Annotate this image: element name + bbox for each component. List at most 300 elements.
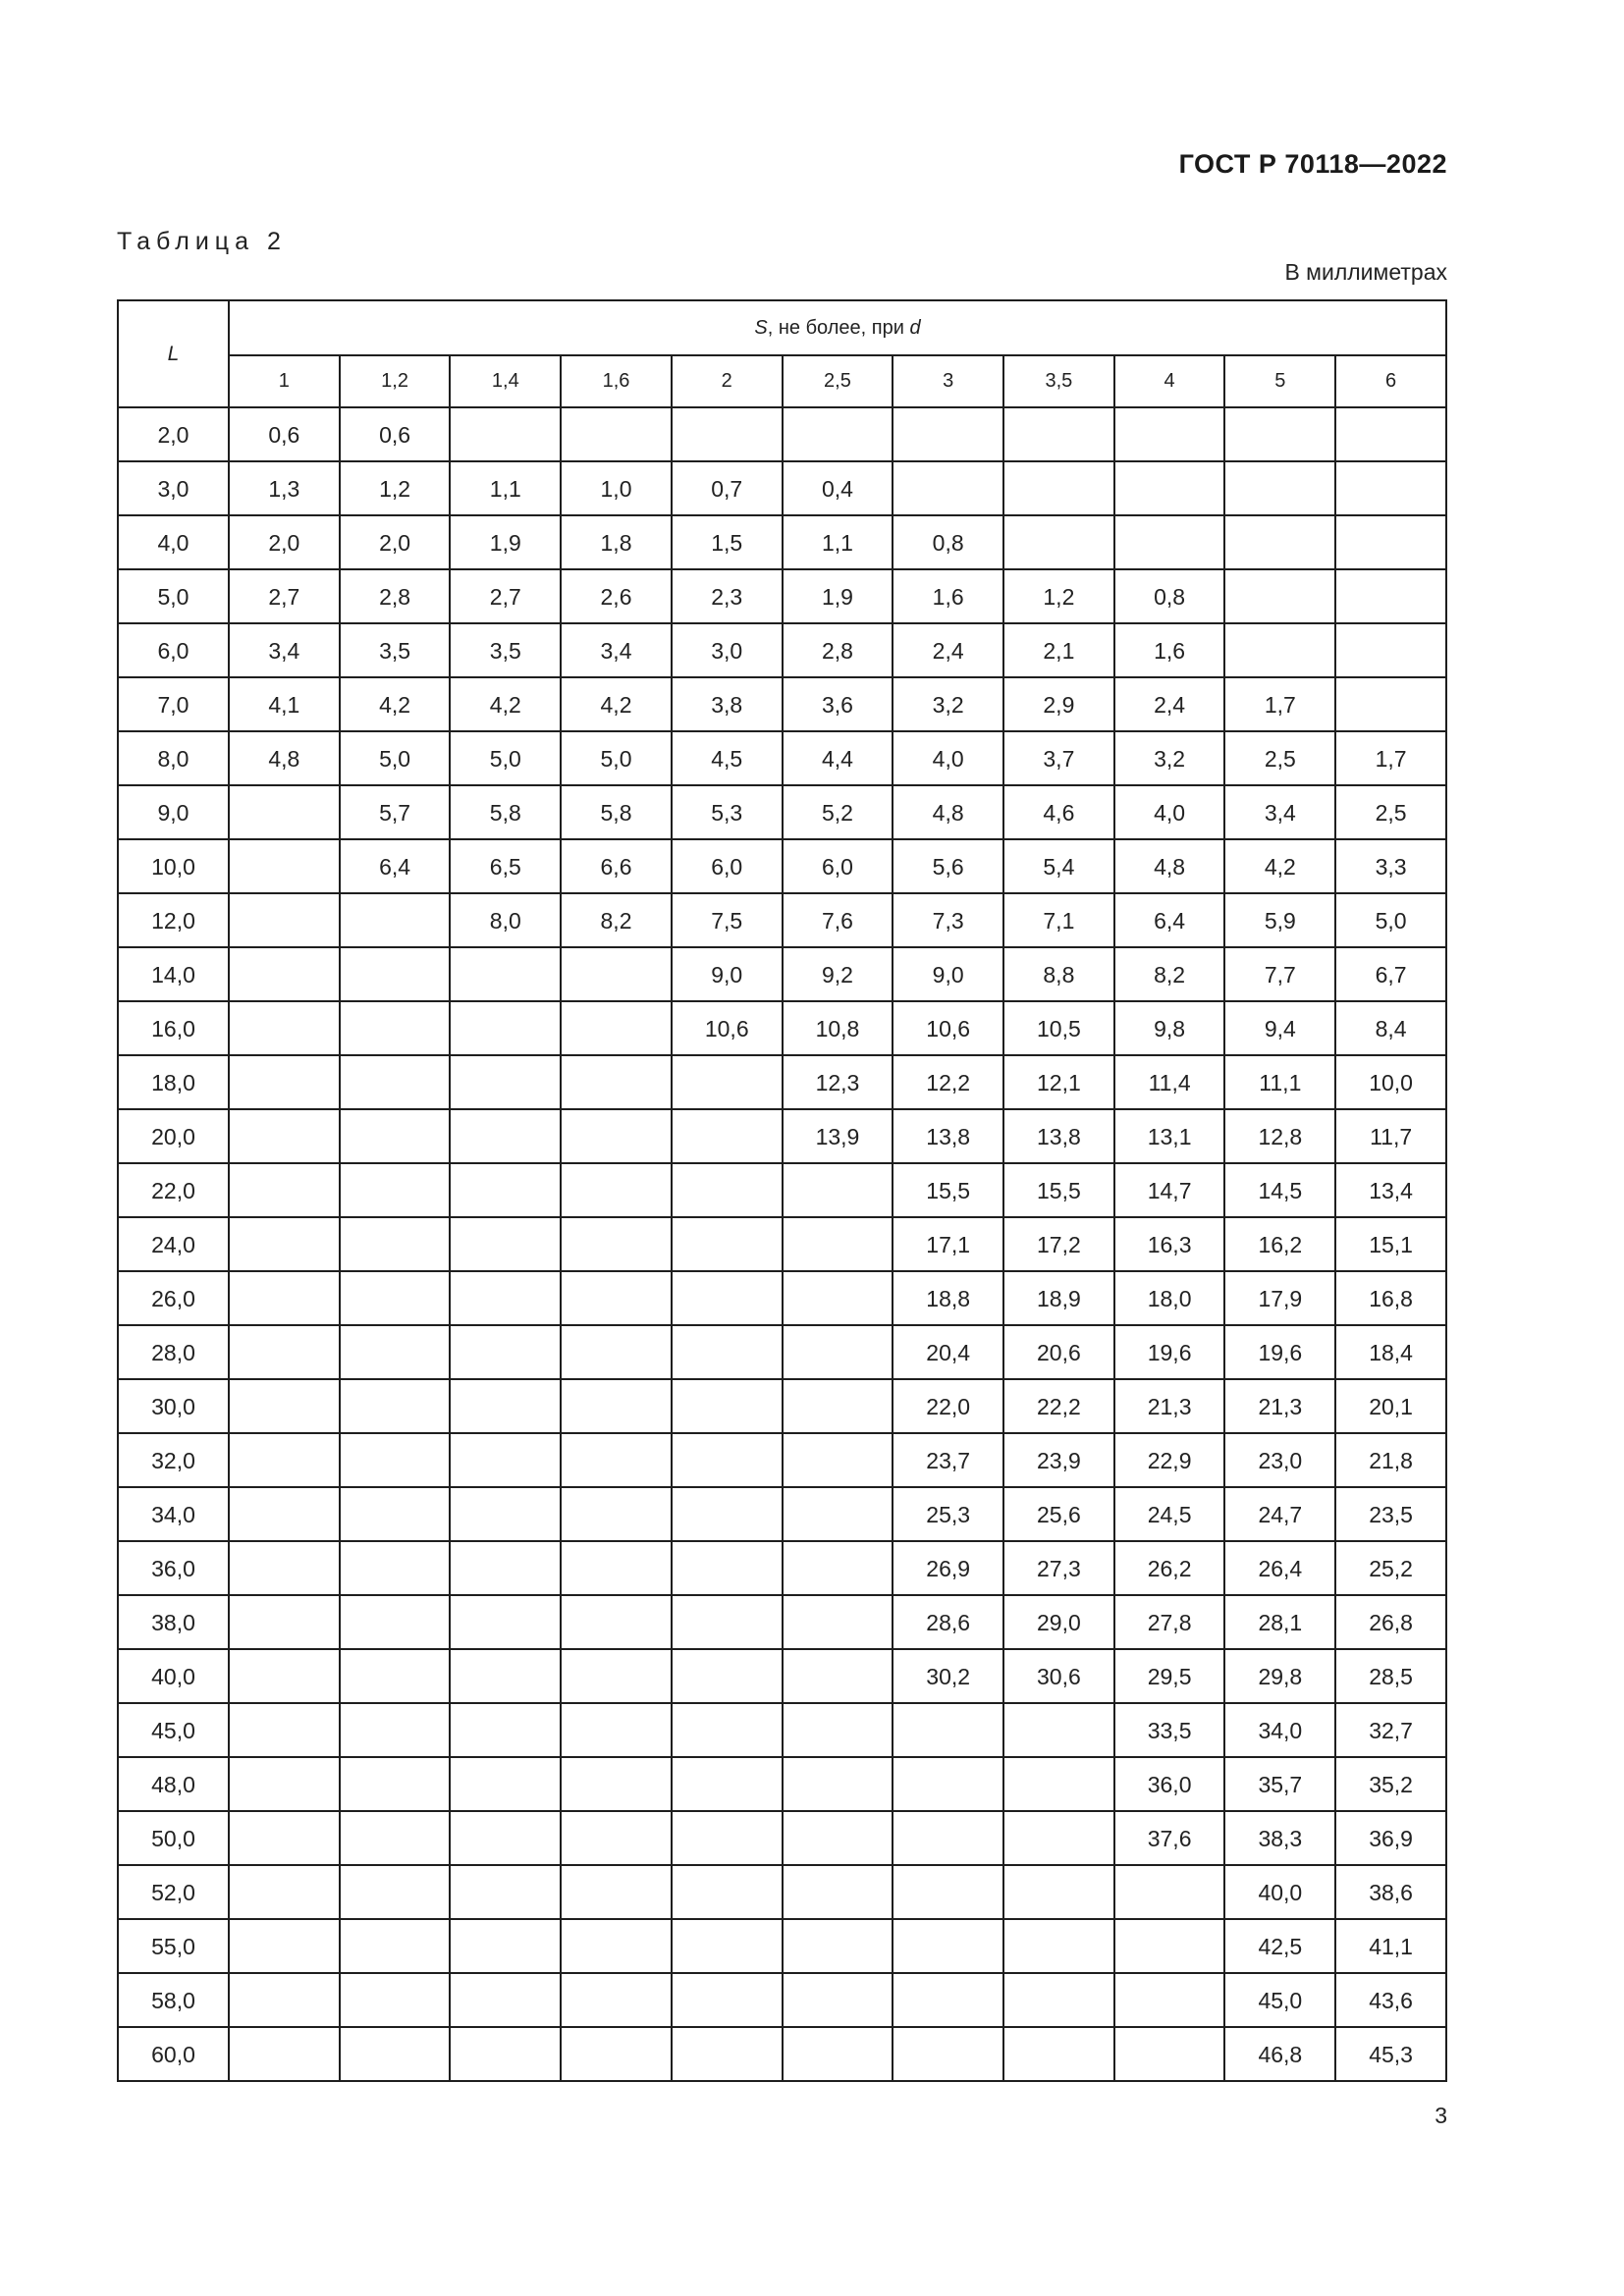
table-row — [118, 731, 1446, 785]
table-cell — [561, 1325, 672, 1379]
table-cell — [229, 1703, 340, 1757]
table-cell: 0,8 — [1114, 569, 1225, 623]
table-row — [118, 839, 1446, 893]
table-cell: 1,3 — [229, 461, 340, 515]
table-row — [118, 1487, 1446, 1541]
row-label-l: 36,0 — [118, 1541, 229, 1595]
table-cell — [1114, 1919, 1225, 1973]
table-cell: 13,1 — [1114, 1109, 1225, 1163]
table-cell — [672, 1433, 783, 1487]
table-cell — [1335, 677, 1446, 731]
table-cell — [893, 461, 1003, 515]
table-cell — [450, 2027, 561, 2081]
table-cell: 9,8 — [1114, 1001, 1225, 1055]
table-cell — [672, 1217, 783, 1271]
table-cell: 20,1 — [1335, 1379, 1446, 1433]
table-cell — [561, 1811, 672, 1865]
table-cell — [340, 1757, 451, 1811]
table-cell: 7,6 — [783, 893, 893, 947]
table-cell — [1224, 623, 1335, 677]
table-cell: 2,3 — [672, 569, 783, 623]
table-cell: 14,5 — [1224, 1163, 1335, 1217]
table-cell — [450, 1001, 561, 1055]
table-cell — [783, 1865, 893, 1919]
table-cell — [561, 407, 672, 461]
table-cell: 2,7 — [229, 569, 340, 623]
table-cell: 5,8 — [450, 785, 561, 839]
row-label-l: 10,0 — [118, 839, 229, 893]
table-cell: 1,1 — [450, 461, 561, 515]
table-cell: 18,9 — [1003, 1271, 1114, 1325]
table-cell — [340, 1487, 451, 1541]
table-cell — [672, 2027, 783, 2081]
table-cell: 12,1 — [1003, 1055, 1114, 1109]
table-cell — [1114, 407, 1225, 461]
table-cell: 5,2 — [783, 785, 893, 839]
table-cell — [450, 1109, 561, 1163]
table-cell — [783, 1649, 893, 1703]
table-cell — [229, 785, 340, 839]
table-cell — [783, 1163, 893, 1217]
row-label-l: 32,0 — [118, 1433, 229, 1487]
data-table — [117, 299, 1447, 2082]
table-cell: 7,1 — [1003, 893, 1114, 947]
table-row — [118, 1001, 1446, 1055]
table-cell — [893, 1757, 1003, 1811]
table-cell — [893, 1919, 1003, 1973]
table-cell — [893, 1973, 1003, 2027]
table-cell — [229, 1163, 340, 1217]
table-cell — [783, 1379, 893, 1433]
table-cell: 1,9 — [783, 569, 893, 623]
table-cell: 4,5 — [672, 731, 783, 785]
group-header — [229, 300, 1446, 355]
table-row — [118, 947, 1446, 1001]
table-cell — [450, 1487, 561, 1541]
row-label-l: 7,0 — [118, 677, 229, 731]
table-cell: 26,4 — [1224, 1541, 1335, 1595]
table-cell — [672, 1163, 783, 1217]
table-cell: 2,1 — [1003, 623, 1114, 677]
column-header-d: 1,6 — [561, 355, 672, 407]
table-cell — [783, 1919, 893, 1973]
table-cell — [450, 1055, 561, 1109]
row-label-l: 30,0 — [118, 1379, 229, 1433]
table-row — [118, 569, 1446, 623]
table-cell — [561, 1379, 672, 1433]
row-label-l: 8,0 — [118, 731, 229, 785]
table-cell: 38,6 — [1335, 1865, 1446, 1919]
table-cell: 9,4 — [1224, 1001, 1335, 1055]
table-cell — [340, 1379, 451, 1433]
table-cell — [561, 1595, 672, 1649]
table-cell: 4,8 — [1114, 839, 1225, 893]
table-cell — [893, 1865, 1003, 1919]
table-cell: 11,4 — [1114, 1055, 1225, 1109]
table-cell: 19,6 — [1114, 1325, 1225, 1379]
table-cell — [1003, 407, 1114, 461]
row-label-l: 58,0 — [118, 1973, 229, 2027]
row-label-l: 18,0 — [118, 1055, 229, 1109]
table-cell — [672, 1271, 783, 1325]
table-cell: 2,9 — [1003, 677, 1114, 731]
table-cell: 35,2 — [1335, 1757, 1446, 1811]
table-cell — [1003, 2027, 1114, 2081]
table-cell — [340, 947, 451, 1001]
table-cell — [450, 1649, 561, 1703]
table-cell: 11,1 — [1224, 1055, 1335, 1109]
row-label-l: 40,0 — [118, 1649, 229, 1703]
table-cell: 5,0 — [450, 731, 561, 785]
column-header-d: 4 — [1114, 355, 1225, 407]
table-cell: 6,4 — [340, 839, 451, 893]
table-cell — [783, 407, 893, 461]
row-label-l: 6,0 — [118, 623, 229, 677]
table-cell — [561, 1487, 672, 1541]
table-cell — [561, 1649, 672, 1703]
row-label-l: 20,0 — [118, 1109, 229, 1163]
table-cell — [893, 1703, 1003, 1757]
table-cell — [229, 947, 340, 1001]
table-cell — [672, 1757, 783, 1811]
table-cell: 21,8 — [1335, 1433, 1446, 1487]
table-cell: 20,6 — [1003, 1325, 1114, 1379]
table-cell — [450, 1217, 561, 1271]
table-cell — [672, 1595, 783, 1649]
table-cell: 13,9 — [783, 1109, 893, 1163]
table-cell: 22,9 — [1114, 1433, 1225, 1487]
header-row-group — [118, 300, 1446, 355]
table-cell: 9,0 — [893, 947, 1003, 1001]
table-cell — [229, 1217, 340, 1271]
table-cell: 1,8 — [561, 515, 672, 569]
table-cell: 45,0 — [1224, 1973, 1335, 2027]
table-cell: 4,0 — [893, 731, 1003, 785]
table-cell: 4,8 — [229, 731, 340, 785]
table-cell — [1335, 515, 1446, 569]
table-cell: 1,1 — [783, 515, 893, 569]
table-row — [118, 623, 1446, 677]
table-cell: 8,2 — [1114, 947, 1225, 1001]
table-cell — [340, 1055, 451, 1109]
table-cell — [561, 1433, 672, 1487]
table-cell: 10,6 — [672, 1001, 783, 1055]
table-cell — [229, 1325, 340, 1379]
table-cell — [561, 1217, 672, 1271]
table-cell — [672, 1919, 783, 1973]
table-cell — [450, 1811, 561, 1865]
table-cell: 5,0 — [561, 731, 672, 785]
table-cell: 38,3 — [1224, 1811, 1335, 1865]
table-cell — [672, 1379, 783, 1433]
table-cell: 0,4 — [783, 461, 893, 515]
table-cell — [1003, 1703, 1114, 1757]
table-cell: 3,4 — [1224, 785, 1335, 839]
table-cell: 0,6 — [340, 407, 451, 461]
table-cell — [783, 1973, 893, 2027]
table-cell: 40,0 — [1224, 1865, 1335, 1919]
table-cell: 5,0 — [1335, 893, 1446, 947]
table-cell — [561, 1541, 672, 1595]
table-cell — [672, 1109, 783, 1163]
table-cell: 22,0 — [893, 1379, 1003, 1433]
table-cell — [450, 1163, 561, 1217]
table-cell — [893, 1811, 1003, 1865]
table-cell — [229, 1811, 340, 1865]
table-cell — [450, 1541, 561, 1595]
table-cell — [672, 1703, 783, 1757]
table-cell — [1224, 569, 1335, 623]
table-cell: 6,7 — [1335, 947, 1446, 1001]
table-cell — [229, 1433, 340, 1487]
table-cell: 5,3 — [672, 785, 783, 839]
row-label-l: 28,0 — [118, 1325, 229, 1379]
table-cell — [229, 1757, 340, 1811]
table-cell — [340, 1217, 451, 1271]
table-cell: 15,5 — [893, 1163, 1003, 1217]
table-cell: 3,8 — [672, 677, 783, 731]
table-cell: 2,8 — [340, 569, 451, 623]
table-cell — [783, 1595, 893, 1649]
table-cell — [450, 1973, 561, 2027]
table-cell — [229, 1055, 340, 1109]
table-cell: 18,0 — [1114, 1271, 1225, 1325]
table-cell — [229, 1649, 340, 1703]
table-cell — [340, 2027, 451, 2081]
table-cell — [340, 1811, 451, 1865]
table-cell: 4,2 — [1224, 839, 1335, 893]
table-cell: 22,2 — [1003, 1379, 1114, 1433]
table-cell: 25,3 — [893, 1487, 1003, 1541]
table-cell — [450, 1703, 561, 1757]
table-cell — [672, 407, 783, 461]
table-cell: 7,3 — [893, 893, 1003, 947]
table-cell: 1,7 — [1224, 677, 1335, 731]
table-cell: 7,5 — [672, 893, 783, 947]
table-cell: 8,8 — [1003, 947, 1114, 1001]
table-cell: 6,5 — [450, 839, 561, 893]
table-cell: 3,5 — [450, 623, 561, 677]
table-cell: 27,3 — [1003, 1541, 1114, 1595]
table-cell — [672, 1649, 783, 1703]
table-cell — [229, 1001, 340, 1055]
column-header-d: 3,5 — [1003, 355, 1114, 407]
table-cell: 8,0 — [450, 893, 561, 947]
table-cell — [1335, 407, 1446, 461]
table-body — [118, 407, 1446, 2081]
table-row — [118, 785, 1446, 839]
row-label-l: 16,0 — [118, 1001, 229, 1055]
row-label-l: 12,0 — [118, 893, 229, 947]
table-row — [118, 1865, 1446, 1919]
table-cell: 41,1 — [1335, 1919, 1446, 1973]
table-cell: 2,4 — [893, 623, 1003, 677]
table-cell — [783, 1541, 893, 1595]
table-cell: 4,4 — [783, 731, 893, 785]
row-label-l: 5,0 — [118, 569, 229, 623]
table-cell: 21,3 — [1114, 1379, 1225, 1433]
table-cell: 37,6 — [1114, 1811, 1225, 1865]
table-cell: 16,8 — [1335, 1271, 1446, 1325]
table-cell — [450, 1757, 561, 1811]
table-cell: 3,3 — [1335, 839, 1446, 893]
table-row — [118, 1757, 1446, 1811]
table-row — [118, 1811, 1446, 1865]
row-label-l: 60,0 — [118, 2027, 229, 2081]
table-cell: 23,9 — [1003, 1433, 1114, 1487]
table-cell — [450, 407, 561, 461]
table-cell — [561, 1055, 672, 1109]
table-cell — [783, 2027, 893, 2081]
row-label-l: 9,0 — [118, 785, 229, 839]
table-cell: 46,8 — [1224, 2027, 1335, 2081]
table-cell: 10,8 — [783, 1001, 893, 1055]
table-row — [118, 1325, 1446, 1379]
table-cell — [340, 1271, 451, 1325]
table-row — [118, 407, 1446, 461]
table-cell — [672, 1325, 783, 1379]
table-cell: 11,7 — [1335, 1109, 1446, 1163]
table-cell: 12,8 — [1224, 1109, 1335, 1163]
table-cell: 1,6 — [893, 569, 1003, 623]
table-cell: 29,0 — [1003, 1595, 1114, 1649]
row-header-l: L — [118, 300, 229, 407]
table-cell: 28,6 — [893, 1595, 1003, 1649]
table-cell: 1,6 — [1114, 623, 1225, 677]
table-cell: 30,2 — [893, 1649, 1003, 1703]
table-cell: 23,7 — [893, 1433, 1003, 1487]
table-cell: 4,2 — [561, 677, 672, 731]
table-row — [118, 1271, 1446, 1325]
table-cell — [229, 1541, 340, 1595]
table-cell — [340, 1541, 451, 1595]
table-cell: 3,2 — [1114, 731, 1225, 785]
table-cell — [1003, 1811, 1114, 1865]
table-cell — [783, 1217, 893, 1271]
table-cell — [340, 1109, 451, 1163]
table-cell: 8,2 — [561, 893, 672, 947]
table-cell — [1224, 461, 1335, 515]
table-cell: 15,5 — [1003, 1163, 1114, 1217]
table-cell: 4,1 — [229, 677, 340, 731]
table-row — [118, 1163, 1446, 1217]
table-cell — [1224, 407, 1335, 461]
table-cell: 18,8 — [893, 1271, 1003, 1325]
table-row — [118, 1973, 1446, 2027]
table-cell — [450, 1271, 561, 1325]
column-header-d: 3 — [893, 355, 1003, 407]
table-cell — [561, 1001, 672, 1055]
table-row — [118, 1433, 1446, 1487]
table-cell: 3,0 — [672, 623, 783, 677]
table-cell: 2,7 — [450, 569, 561, 623]
table-cell — [1114, 2027, 1225, 2081]
table-cell — [229, 1919, 340, 1973]
column-header-d: 1 — [229, 355, 340, 407]
page-number: 3 — [1435, 2103, 1447, 2128]
table-cell: 25,6 — [1003, 1487, 1114, 1541]
table-cell: 13,4 — [1335, 1163, 1446, 1217]
table-cell — [450, 1865, 561, 1919]
header-row-d-values — [118, 355, 1446, 407]
table-cell: 6,6 — [561, 839, 672, 893]
table-cell — [1114, 461, 1225, 515]
table-cell — [1335, 461, 1446, 515]
row-label-l: 24,0 — [118, 1217, 229, 1271]
table-cell — [893, 2027, 1003, 2081]
table-cell: 3,4 — [561, 623, 672, 677]
table-cell — [1003, 515, 1114, 569]
table-cell — [561, 1919, 672, 1973]
row-label-l: 3,0 — [118, 461, 229, 515]
table-cell — [783, 1433, 893, 1487]
table-cell: 42,5 — [1224, 1919, 1335, 1973]
table-cell — [340, 1595, 451, 1649]
table-cell — [229, 1379, 340, 1433]
table-cell: 0,7 — [672, 461, 783, 515]
table-cell: 1,0 — [561, 461, 672, 515]
group-header-text: , не более, при — [767, 316, 910, 339]
table-row — [118, 1541, 1446, 1595]
table-cell: 10,0 — [1335, 1055, 1446, 1109]
table-cell: 26,2 — [1114, 1541, 1225, 1595]
table-cell — [229, 893, 340, 947]
table-cell: 0,8 — [893, 515, 1003, 569]
table-cell: 6,0 — [783, 839, 893, 893]
column-header-d: 6 — [1335, 355, 1446, 407]
table-cell: 23,0 — [1224, 1433, 1335, 1487]
table-cell — [561, 1271, 672, 1325]
table-cell: 25,2 — [1335, 1541, 1446, 1595]
table-cell: 5,0 — [340, 731, 451, 785]
row-label-l: 14,0 — [118, 947, 229, 1001]
table-cell — [1335, 623, 1446, 677]
table-cell: 32,7 — [1335, 1703, 1446, 1757]
table-cell — [340, 893, 451, 947]
table-cell — [783, 1271, 893, 1325]
table-cell — [783, 1325, 893, 1379]
table-cell — [672, 1541, 783, 1595]
table-cell — [783, 1703, 893, 1757]
table-cell: 15,1 — [1335, 1217, 1446, 1271]
table-cell: 29,5 — [1114, 1649, 1225, 1703]
table-cell: 16,2 — [1224, 1217, 1335, 1271]
table-cell: 6,0 — [672, 839, 783, 893]
table-cell: 4,2 — [340, 677, 451, 731]
table-cell: 1,5 — [672, 515, 783, 569]
table-cell: 1,7 — [1335, 731, 1446, 785]
table-cell: 4,8 — [893, 785, 1003, 839]
table-cell: 4,2 — [450, 677, 561, 731]
table-cell — [672, 1487, 783, 1541]
row-label-l: 26,0 — [118, 1271, 229, 1325]
table-row — [118, 1109, 1446, 1163]
table-row — [118, 1595, 1446, 1649]
row-label-l: 50,0 — [118, 1811, 229, 1865]
table-cell: 2,8 — [783, 623, 893, 677]
table-cell — [340, 1703, 451, 1757]
table-cell — [229, 1487, 340, 1541]
table-cell: 3,6 — [783, 677, 893, 731]
table-row — [118, 1703, 1446, 1757]
table-cell: 14,7 — [1114, 1163, 1225, 1217]
table-cell — [340, 1433, 451, 1487]
table-cell — [783, 1811, 893, 1865]
row-label-l: 48,0 — [118, 1757, 229, 1811]
row-label-l: 34,0 — [118, 1487, 229, 1541]
table-cell: 35,7 — [1224, 1757, 1335, 1811]
table-cell: 3,2 — [893, 677, 1003, 731]
